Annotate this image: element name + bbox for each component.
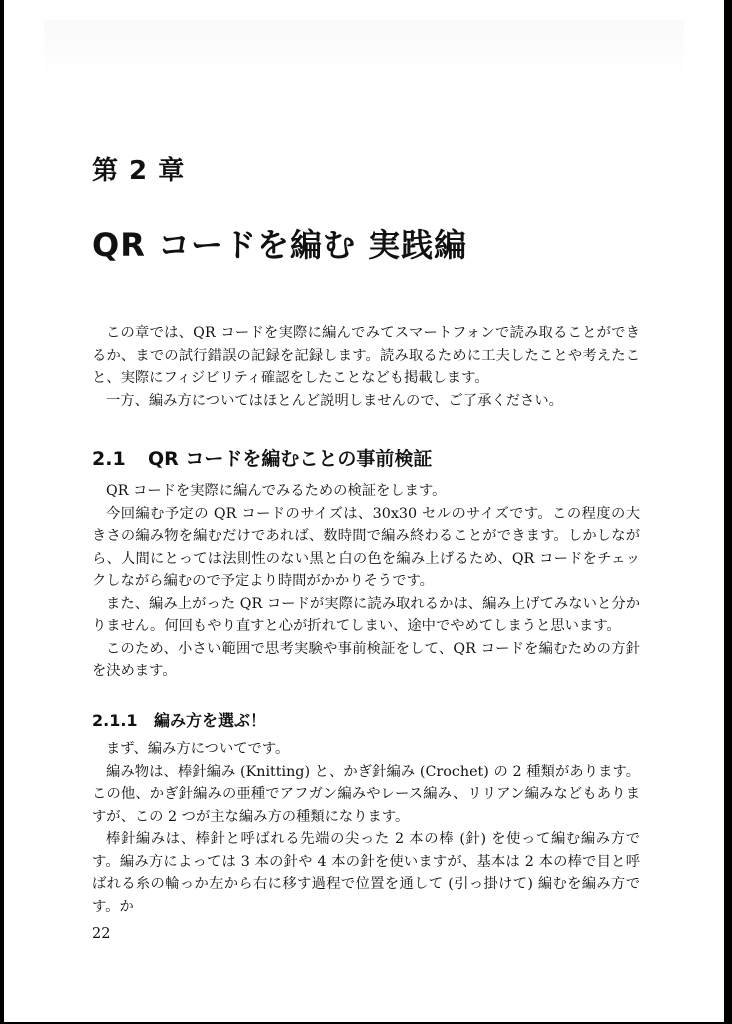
- page-shadow: [44, 20, 684, 80]
- intro-paragraph: 一方、編み方についてはほとんど説明しませんので、ご了承ください。: [106, 392, 563, 409]
- chapter-intro: [92, 322, 640, 412]
- book-page: [4, 0, 724, 1022]
- section-paragraph: 今回編む予定の QR コードのサイズは、30x30 セルのサイズです。この程度の大きさの編み物を編むだけであれば、数時間で編み終わることができます。しかしながら、人間にとっては法則性のない黒と白の色を編み上げるため、QR コードをチェックしながら編むので予定より時間がかかりそうです。: [92, 505, 640, 589]
- section-body: [92, 480, 640, 683]
- section-number: 2.1: [92, 448, 126, 470]
- subsection-number: 2.1.1: [92, 711, 138, 730]
- subsection-paragraph: 編み物は、棒針編み (Knitting) と、かぎ針編み (Crochet) の 2 種類があります。この他、かぎ針編みの亜種でアフガン編みやレース編み、リリアン編みなどもありますが、この 2 つが主な編み方の種類になります。: [92, 763, 640, 825]
- chapter-title: QR コードを編む 実践編: [92, 226, 468, 264]
- subsection-body: [92, 738, 640, 918]
- subsection-paragraph: まず、編み方についてです。: [106, 741, 290, 757]
- subsection-paragraph: 棒針編みは、棒針と呼ばれる先端の尖った 2 本の棒 (針) を使って編む編み方です。編み方によっては 3 本の針や 4 本の針を使いますが、基本は 2 本の棒で目と呼ばれる糸の輪っか左から右に移す過程で位置を通して (引っ掛けて) 編むを編み方です。か: [92, 831, 640, 915]
- subsection-heading: [92, 708, 266, 731]
- section-paragraph: QR コードを実際に編んでみるための検証をします。: [106, 483, 447, 499]
- section-heading: [92, 444, 432, 471]
- section-paragraph: このため、小さい範囲で思考実験や事前検証をして、QR コードを編むための方針を決めます。: [92, 640, 640, 679]
- section-paragraph: また、編み上がった QR コードが実際に読み取れるかは、編み上げてみないと分かりません。何回もやり直すと心が折れてしまい、途中でやめてしまうと思います。: [92, 595, 640, 634]
- page-number: 22: [92, 926, 111, 942]
- intro-paragraph: この章では、QR コードを実際に編んでみてスマートフォンで読み取ることができるか、までの試行錯誤の記録を記録します。読み取るために工夫したことや考えたこと、実際にフィジビリティ確認をしたことなども掲載します。: [92, 325, 640, 386]
- subsection-title: 編み方を選ぶ！: [154, 711, 267, 730]
- chapter-label: 第 2 章: [92, 156, 186, 186]
- section-title: QR コードを編むことの事前検証: [148, 448, 433, 470]
